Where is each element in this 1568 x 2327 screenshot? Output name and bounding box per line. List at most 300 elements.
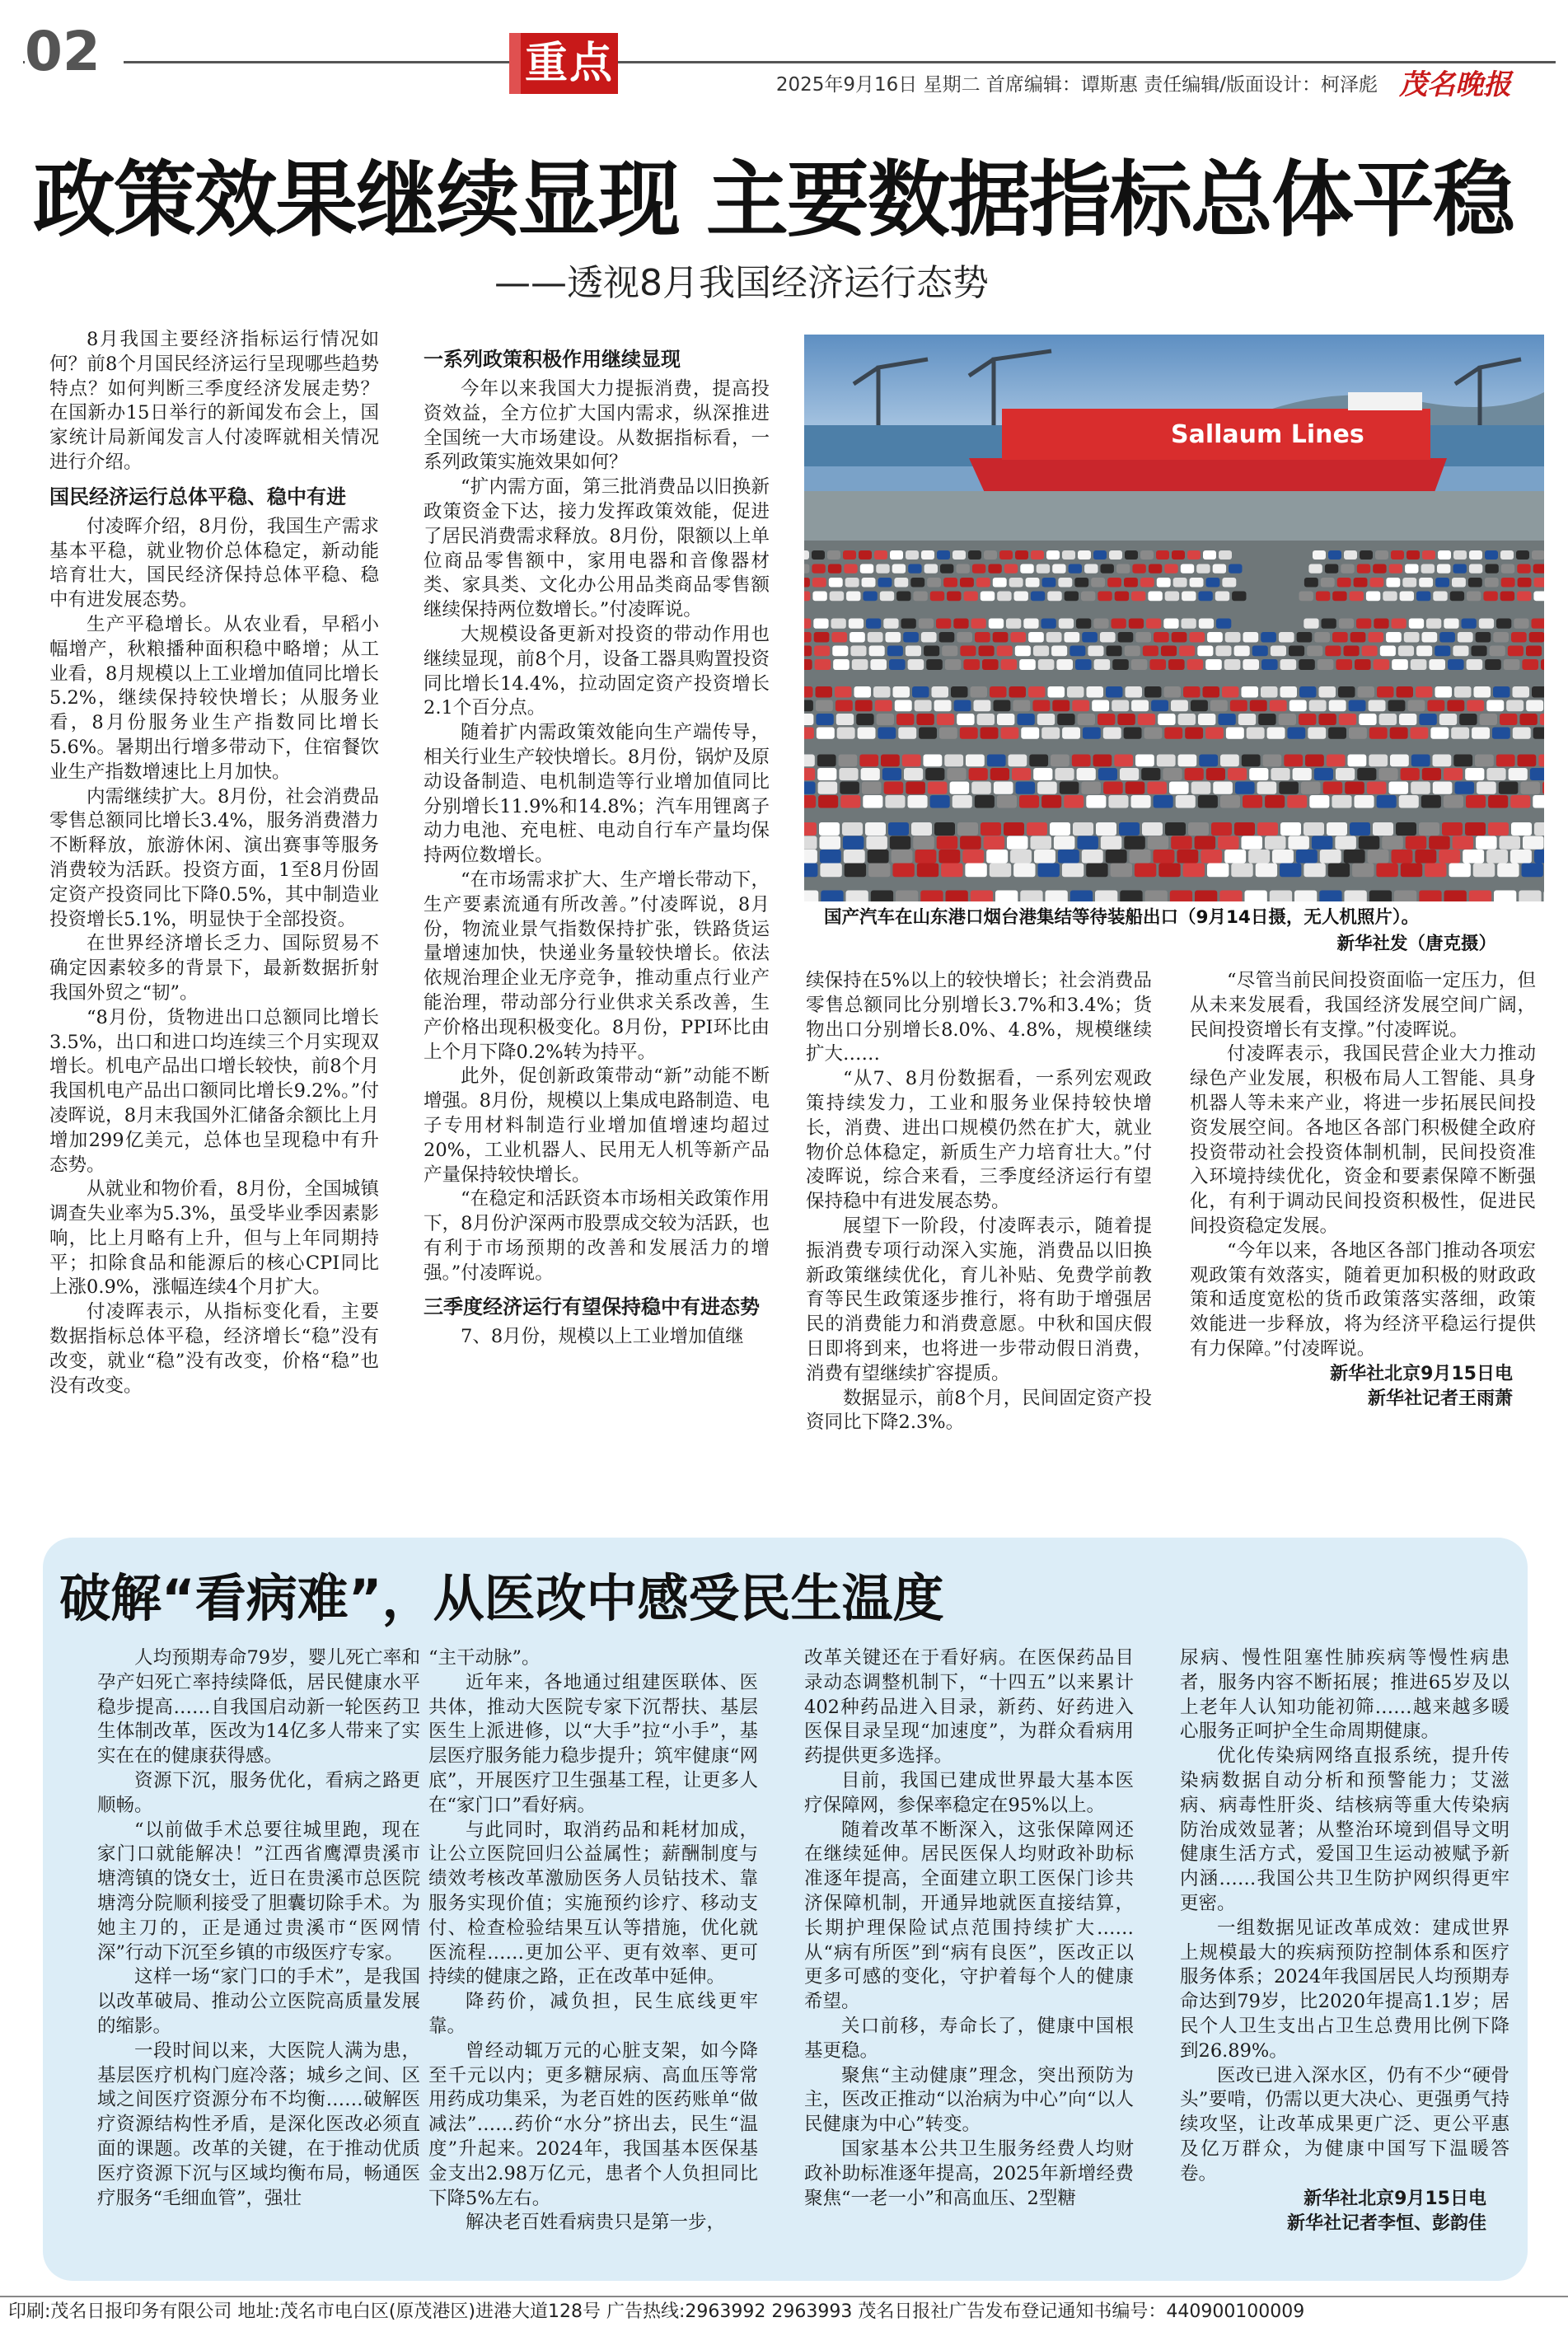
car	[1250, 700, 1267, 712]
car	[965, 864, 986, 878]
car	[804, 564, 809, 574]
car	[1533, 728, 1544, 739]
car	[1248, 850, 1270, 864]
car	[1373, 822, 1393, 836]
car	[1106, 686, 1123, 698]
car	[1195, 836, 1216, 850]
car	[1096, 822, 1116, 836]
car	[1271, 768, 1290, 780]
car	[1234, 822, 1255, 836]
car	[1280, 822, 1301, 836]
car	[820, 864, 841, 878]
car	[1247, 728, 1265, 739]
car	[1382, 836, 1403, 850]
paragraph: 内需继续扩大。8月份，社会消费品零售总额同比增长3.4%，服务消费潜力不断释放，旅游休闲、演出赛事等服务消费较为活跃。投资方面，1至8月份固定资产投资同比下降0.5%，其中制造业投资增长5.1%，明显快于全部投资。	[49, 785, 379, 930]
car	[812, 592, 826, 602]
car	[876, 564, 889, 574]
car	[1148, 592, 1162, 602]
car	[1181, 564, 1194, 574]
car	[1185, 728, 1203, 739]
car	[1421, 795, 1441, 808]
car	[990, 768, 1009, 780]
car	[1486, 700, 1504, 712]
car	[971, 891, 993, 902]
car	[1270, 700, 1287, 712]
car	[896, 714, 914, 725]
car	[850, 632, 865, 643]
car	[1100, 632, 1116, 643]
car	[1145, 891, 1168, 902]
paragraph: 随着扩内需政策效能向生产端传导，相关行业生产较快增长。8月份，锅炉及原动设备制造、电机制造等行业增加值同比分别增长11.9%和14.8%；汽车用锂离子动力电池、充电桩、电动自行车产量均保持两位数增长。	[424, 722, 770, 867]
car	[1493, 632, 1509, 643]
car	[812, 578, 826, 588]
car	[1109, 550, 1122, 560]
car	[1486, 850, 1508, 864]
paragraph: 此外，促创新政策带动“新”动能不断增强。8月份，规模以上集成电路制造、电子专用材料制造行业增加值增速均超过20%，工业机器人、民用无人机等新产品产量保持较快增长。	[424, 1065, 770, 1186]
car	[1041, 795, 1061, 808]
car	[1321, 578, 1335, 588]
car	[869, 646, 885, 657]
car	[830, 592, 844, 602]
car	[1187, 550, 1201, 560]
car	[1344, 850, 1365, 864]
car	[1172, 550, 1185, 560]
car	[885, 795, 905, 808]
paragraph: “8月份，货物进出口总额同比增长3.5%，出口和进口均连续三个月实现双增长。机电产品出口增长较快，前8个月我国机电产品出口额同比增长9.2%。”付凌晖说，8月末我国外汇储备余额比上月增加299亿美元，总体也呈现稳中有升态势。	[49, 1006, 379, 1176]
car	[941, 864, 962, 878]
car	[997, 646, 1013, 657]
car	[1513, 686, 1530, 698]
car	[1530, 768, 1544, 780]
car	[868, 850, 889, 864]
car	[1419, 714, 1436, 725]
car	[831, 632, 847, 643]
car	[1107, 578, 1121, 588]
car	[1307, 646, 1322, 657]
car	[1242, 755, 1261, 767]
car	[1177, 850, 1198, 864]
car	[937, 836, 958, 850]
car	[804, 850, 817, 864]
car	[863, 592, 877, 602]
car	[1411, 728, 1429, 739]
car	[1015, 550, 1028, 560]
car	[1010, 850, 1032, 864]
car	[1135, 864, 1156, 878]
car	[1421, 564, 1435, 574]
car	[843, 550, 856, 560]
car	[1411, 782, 1430, 794]
car	[873, 686, 891, 698]
car	[911, 822, 932, 836]
car	[1399, 795, 1419, 808]
car	[820, 836, 841, 850]
car	[893, 686, 910, 698]
paragraph: 优化传染病网络直报系统，提升传染病数据自动分析和预警能力；艾滋病、病毒性肝炎、结核病等重大传染病防治成效显著；从整治环境到倡导文明健康生活方式，爱国卫生运动被赋予新内涵……我国公共卫生防护网织得更牢更密。	[1180, 1745, 1509, 1914]
car	[1078, 714, 1095, 725]
car	[1490, 646, 1505, 657]
car	[1114, 755, 1133, 767]
car	[1065, 592, 1079, 602]
car	[1046, 632, 1062, 643]
car	[975, 795, 995, 808]
car	[1082, 632, 1098, 643]
car	[1304, 578, 1318, 588]
paragraph: 付凌晖表示，我国民营企业大力推动绿色产业发展，积极布局人工智能、具身机器人等未来产业，将进一步拓展民间投资发展空间。各地区各部门积极健全政府投资带动社会投资体制机制，民间投资准入环境持续优化，资金和要素保障不断强化，有利于调动民间投资积极性，促进民间投资稳定发展。	[1190, 1043, 1536, 1237]
ship-name-text: Sallaum Lines	[1171, 420, 1364, 449]
car	[1383, 592, 1397, 602]
car	[1220, 755, 1239, 767]
car	[1359, 714, 1376, 725]
section-heading: 三季度经济运行有望保持稳中有进态势	[424, 1295, 760, 1319]
car	[1019, 795, 1039, 808]
car	[1433, 755, 1452, 767]
car	[816, 686, 833, 698]
car	[1465, 768, 1484, 780]
car	[981, 822, 1001, 836]
car	[1492, 728, 1510, 739]
car	[1479, 619, 1494, 629]
car	[989, 619, 1004, 629]
car	[1149, 564, 1162, 574]
car	[1407, 550, 1420, 560]
car	[925, 768, 944, 780]
date-editor-line: 2025年9月16日 星期二 首席编辑：谭斯惠 责任编辑/版面设计：柯泽彪	[775, 74, 1378, 96]
car	[1329, 700, 1346, 712]
car	[1131, 795, 1151, 808]
car	[1411, 755, 1430, 767]
car	[804, 592, 810, 602]
car	[1140, 578, 1154, 588]
car	[1433, 592, 1447, 602]
car	[1142, 822, 1163, 836]
car	[1234, 646, 1250, 657]
car	[888, 822, 909, 836]
paragraph: “以前做手术总要往城里跑，现在家门口就能解决！”江西省鹰潭贵溪市塘湾镇的饶女士，近日在贵溪市总医院塘湾分院顺利接受了胆囊切除手术。为她主刀的，正是通过贵溪市“医网情深”行动下沉至乡镇的市级医疗专家。	[97, 1819, 420, 1964]
car	[894, 578, 908, 588]
car	[1037, 714, 1055, 725]
car	[1360, 550, 1373, 560]
car	[1198, 795, 1218, 808]
car	[1205, 659, 1222, 670]
car	[1070, 646, 1085, 657]
car	[1397, 686, 1414, 698]
car	[906, 550, 919, 560]
car	[988, 564, 1001, 574]
car	[804, 659, 812, 670]
paragraph: 医改已进入深水区，仍有不少“硬骨头”要啃，仍需以更大决心、更强勇气持续攻坚，让改革成果更广泛、更公平惠及亿万群众，为健康中国写下温暖答卷。	[1180, 2064, 1509, 2184]
car	[993, 578, 1007, 588]
car	[1450, 592, 1464, 602]
car	[1021, 728, 1039, 739]
car	[1195, 891, 1217, 902]
paragraph: “从7、8月份数据看，一系列宏观政策持续发力，工业和服务业保持较快增长，消费、进出口规模仍然在扩大，就业物价总体稳定，新质生产力培育壮大。”付凌晖说，综合来看，三季度经济运行有望保持稳中有进发展态势。	[806, 1068, 1152, 1213]
car	[1041, 619, 1056, 629]
car	[1448, 659, 1464, 670]
car	[804, 822, 817, 836]
car	[842, 822, 863, 836]
car	[1009, 578, 1023, 588]
car	[817, 755, 836, 767]
car	[1352, 864, 1374, 878]
car	[878, 578, 892, 588]
car	[1078, 550, 1091, 560]
car	[976, 578, 990, 588]
car	[1327, 755, 1346, 767]
car	[1289, 646, 1304, 657]
paragraph: 一段时间以来，大医院人满为患，基层医疗机构门庭冷落；城乡之间、区域之间医疗资源分布不均衡……破解医疗资源结构性矛盾，是深化医改必须直面的课题。改革的关键，在于推动优质医疗资源下沉与区域均衡布局，畅通医疗服务“毛细血管”，强壮	[97, 2039, 420, 2209]
car	[839, 755, 858, 767]
car	[1169, 782, 1189, 794]
car	[915, 700, 932, 712]
car	[1048, 686, 1065, 698]
car	[1185, 768, 1204, 780]
car	[1422, 768, 1441, 780]
page-number: 02	[25, 23, 124, 81]
car	[1542, 782, 1544, 794]
car	[930, 592, 944, 602]
car	[835, 700, 853, 712]
car	[1222, 686, 1239, 698]
car	[1072, 755, 1091, 767]
car	[995, 891, 1018, 902]
car	[951, 686, 968, 698]
car	[1316, 592, 1330, 602]
car	[1453, 755, 1472, 767]
car	[1504, 659, 1520, 670]
car	[1081, 782, 1101, 794]
car	[1327, 822, 1347, 836]
car	[1219, 891, 1242, 902]
car	[903, 632, 919, 643]
car	[1093, 619, 1108, 629]
car	[1130, 850, 1151, 864]
car	[871, 891, 893, 902]
car	[1038, 659, 1055, 670]
car	[1368, 850, 1389, 864]
car	[971, 686, 988, 698]
car	[1297, 632, 1313, 643]
paragraph: 近年来，各地通过组建医联体、医共体，推动大医院专家下沉帮扶、基层医生上派进修，以“大手”拉“小手”，基层医疗服务能力稳步提升；筑牢健康“网底”，开展医疗卫生强基工程，让更多人在“家门口”看好病。	[428, 1671, 758, 1816]
car	[1506, 700, 1524, 712]
car	[1098, 768, 1117, 780]
car	[868, 632, 883, 643]
car	[1394, 891, 1416, 902]
car	[1430, 728, 1449, 739]
car	[1391, 550, 1404, 560]
car	[926, 659, 943, 670]
car	[924, 564, 938, 574]
car	[960, 836, 981, 850]
car	[814, 646, 830, 657]
car	[1151, 700, 1168, 712]
car	[942, 646, 957, 657]
car	[804, 728, 814, 739]
car	[945, 659, 962, 670]
paragraph: 降药价，减负担，民生底线更牢靠。	[428, 1991, 758, 2037]
car	[840, 782, 859, 794]
paragraph: 曾经动辄万元的心脏支架，如今降至千元以内；更多糖尿病、高血压等常用药成功集采，为老百姓的医药账单“做减法”……药价“水分”挤出去，民生“温度”升起来。2024年，我国基本医保基金支出2.98万亿元，患者个人负担同比下降5%左右。	[428, 2039, 758, 2209]
car	[1156, 550, 1169, 560]
car	[1325, 564, 1338, 574]
car	[1378, 768, 1397, 780]
car	[1514, 619, 1528, 629]
car	[1401, 768, 1420, 780]
car	[908, 659, 924, 670]
car	[924, 755, 943, 767]
car	[1439, 714, 1457, 725]
car	[1178, 755, 1197, 767]
car	[1173, 578, 1187, 588]
car	[953, 619, 968, 629]
car	[862, 578, 876, 588]
car	[979, 646, 995, 657]
car	[1206, 578, 1220, 588]
car	[1120, 768, 1139, 780]
car	[1161, 646, 1177, 657]
car	[1314, 632, 1330, 643]
car	[1349, 728, 1367, 739]
car	[1458, 632, 1473, 643]
car	[1496, 619, 1511, 629]
car	[1054, 836, 1075, 850]
car	[913, 836, 934, 850]
car	[908, 795, 928, 808]
car	[1015, 646, 1031, 657]
car	[1249, 768, 1268, 780]
car	[1215, 592, 1229, 602]
paragraph: 聚焦“主动健康”理念，突出预防为主，医改正推动“以治病为中心”向“以人民健康为中心”转变。	[804, 2064, 1134, 2136]
car	[1439, 632, 1455, 643]
car	[1207, 632, 1223, 643]
car	[1165, 822, 1186, 836]
car	[878, 728, 896, 739]
car	[1267, 728, 1285, 739]
car	[1037, 564, 1050, 574]
car	[1332, 632, 1348, 643]
car	[908, 564, 921, 574]
paragraph: 目前，我国已建成世界最大基本医疗保障网，参保率稳定在95%以上。	[804, 1769, 1134, 1816]
car	[1338, 686, 1355, 698]
car	[1125, 646, 1140, 657]
car	[1496, 755, 1515, 767]
car	[1439, 850, 1460, 864]
car	[1084, 564, 1098, 574]
car	[1219, 550, 1232, 560]
car	[1183, 864, 1205, 878]
car	[833, 659, 850, 670]
car	[1154, 632, 1169, 643]
car	[1164, 564, 1177, 574]
car	[930, 795, 950, 808]
car	[1328, 728, 1346, 739]
car	[1225, 632, 1241, 643]
car	[993, 632, 1009, 643]
car	[960, 728, 978, 739]
car	[1486, 768, 1505, 780]
car	[1009, 755, 1027, 767]
car	[1526, 700, 1543, 712]
car	[1182, 619, 1196, 629]
car	[1313, 550, 1326, 560]
car	[817, 728, 835, 739]
paragraph: 数据显示，前8个月，民间固定资产投资同比下降2.3%。	[806, 1387, 1152, 1434]
car	[1459, 714, 1477, 725]
car	[1091, 578, 1105, 588]
car	[892, 850, 913, 864]
car	[1067, 686, 1084, 698]
car	[1009, 686, 1027, 698]
car	[1335, 836, 1356, 850]
car	[1299, 592, 1313, 602]
paragraph: 一组数据见证改革成效：建成世界上规模最大的疾病预防控制体系和医疗服务体系；2024年我国居民人均预期寿命达到79岁，比2020年提高1.1岁；居民个人卫生支出占卫生总费用比例下降到26.89%。	[1180, 1917, 1509, 2062]
car	[1029, 755, 1048, 767]
car	[1064, 795, 1084, 808]
paragraph: 展望下一阶段，付凌晖表示，随着提振消费专项行动深入实施，消费品以旧换新政策继续优化，育儿补贴、免费学前教育等民生政策逐步推行，将有助于增强居民的消费能力和消费意愿。中秋和国庆假日即将到来，也将进一步带动假日消费，消费有望继续扩容提质。	[806, 1215, 1152, 1384]
car	[1242, 686, 1259, 698]
paragraph: “主干动脉”。	[428, 1647, 541, 1669]
car	[1411, 659, 1427, 670]
car	[1012, 768, 1031, 780]
car	[906, 646, 921, 657]
car	[1052, 700, 1070, 712]
car	[877, 714, 894, 725]
car	[1336, 768, 1355, 780]
car	[812, 564, 825, 574]
car	[1358, 686, 1375, 698]
car	[1336, 659, 1352, 670]
car	[1189, 632, 1205, 643]
car	[1230, 700, 1247, 712]
car	[1349, 700, 1366, 712]
car	[921, 632, 937, 643]
car	[845, 578, 859, 588]
car	[1135, 755, 1154, 767]
car	[963, 659, 980, 670]
car	[1332, 592, 1346, 602]
car	[1082, 850, 1103, 864]
car	[1386, 578, 1400, 588]
car	[1476, 836, 1497, 850]
car	[1435, 646, 1450, 657]
car	[1404, 632, 1420, 643]
paragraph: 8月我国主要经济指标运行情况如何？前8个月国民经济运行呈现哪些趋势特点？如何判断三季度经济发展走势？在国新办15日举行的新闻发布会上，国家统计局新闻发言人付凌晖就相关情况进行介绍。	[49, 329, 379, 473]
car	[937, 714, 954, 725]
car	[986, 850, 1008, 864]
car	[906, 782, 925, 794]
car	[1131, 700, 1149, 712]
car	[1425, 864, 1446, 878]
paragraph: “在稳定和活跃资本市场相关政策作用下，8月份沪深两市股票成交较为活跃，也有利于市场预期的改善和发展活力的增强。”付凌晖说。	[424, 1188, 770, 1284]
car	[1345, 891, 1367, 902]
car	[971, 619, 986, 629]
car	[1350, 632, 1366, 643]
car	[1494, 891, 1516, 902]
car	[1462, 619, 1477, 629]
car	[1157, 578, 1171, 588]
car	[1319, 891, 1341, 902]
port-cars-photo	[804, 335, 1544, 901]
car	[924, 646, 939, 657]
car	[1213, 564, 1226, 574]
car	[1224, 659, 1241, 670]
car	[1118, 632, 1134, 643]
car	[1112, 619, 1126, 629]
car	[1390, 728, 1408, 739]
car	[1211, 822, 1232, 836]
car	[1513, 728, 1531, 739]
car	[1474, 686, 1491, 698]
